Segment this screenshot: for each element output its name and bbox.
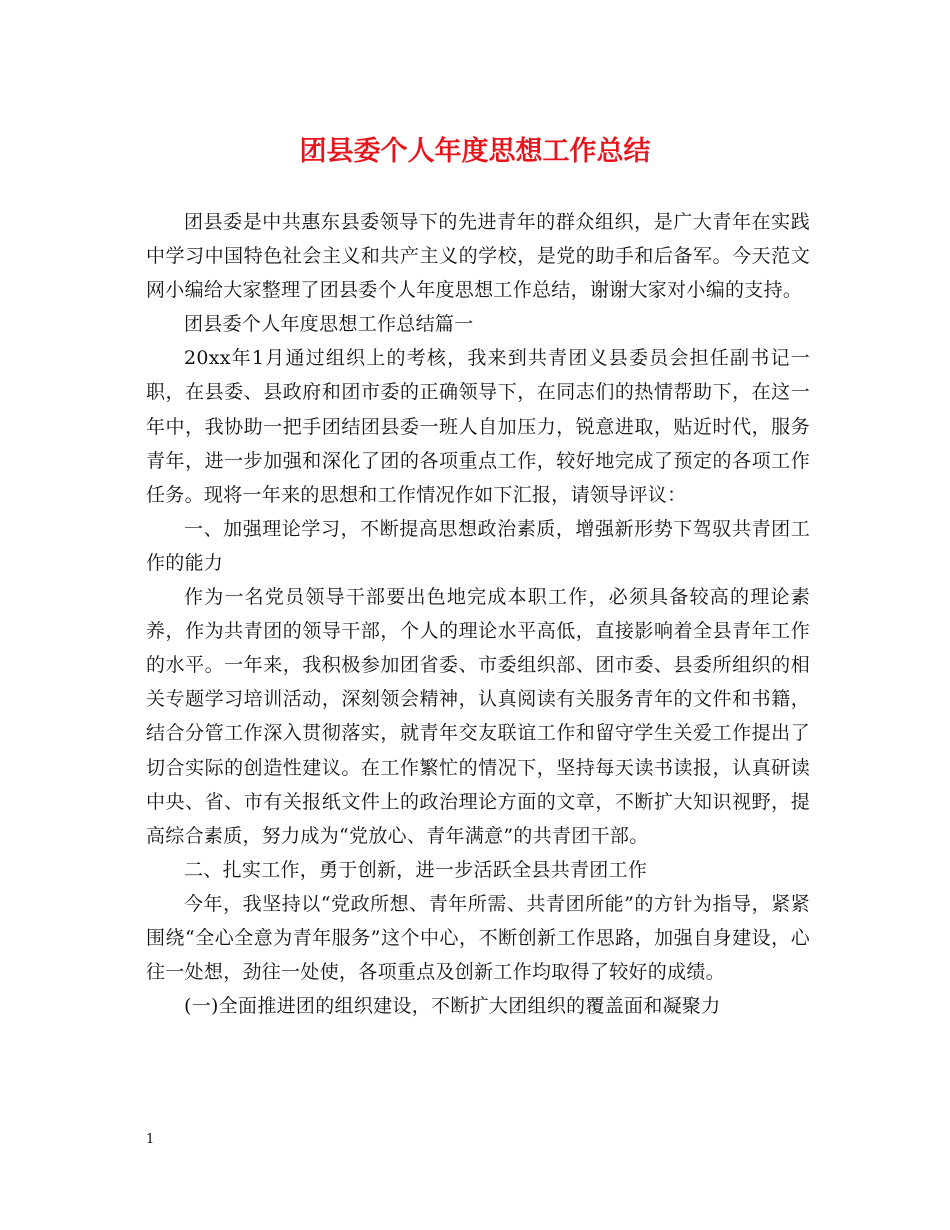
paragraph-heading-one: 一、加强理论学习，不断提高思想政治素质，增强新形势下驾驭共青团工作的能力: [146, 517, 810, 574]
paragraph-subheading: (一)全面推进团的组织建设，不断扩大团组织的覆盖面和凝聚力: [184, 995, 721, 1018]
document-title: 团县委个人年度思想工作总结: [299, 136, 651, 167]
page-number: 1: [146, 1132, 155, 1147]
paragraph-overview: 20xx年1月通过组织上的考核，我来到共青团义县委员会担任副书记一职，在县委、县政府和团市委的正确领导下，在同志们的热情帮助下，在这一年中，我协助一把手团结团县委一班人自加压力，锐意进取，贴近时代，服务青年，进一步加强和深化了团的各项重点工作，较好地完成了预定的各项工作任务。现将一年来的思想和工作情况作如下汇报，请领导评议：: [146, 347, 810, 506]
paragraph-section-heading: 团县委个人年度思想工作总结篇一: [184, 313, 474, 336]
paragraph-intro: 团县委是中共惠东县委领导下的先进青年的群众组织，是广大青年在实践中学习中国特色社会主义和共产主义的学校，是党的助手和后备军。今天范文网小编给大家整理了团县委个人年度思想工作总结，谢谢大家对小编的支持。: [146, 211, 810, 302]
paragraph-theory-study: 作为一名党员领导干部要出色地完成本职工作，必须具备较高的理论素养，作为共青团的领导干部，个人的理论水平高低，直接影响着全县青年工作的水平。一年来，我积极参加团省委、市委组织部、团市委、县委所组织的相关专题学习培训活动，深刻领会精神，认真阅读有关服务青年的文件和书籍，结合分管工作深入贯彻落实，就青年交友联谊工作和留守学生关爱工作提出了切合实际的创造性建议。在工作繁忙的情况下，坚持每天读书读报，认真研读中央、省、市有关报纸文件上的政治理论方面的文章，不断扩大知识视野，提高综合素质，努力成为“党放心、青年满意”的共青团干部。: [146, 586, 810, 847]
paragraph-heading-two: 二、扎实工作，勇于创新，进一步活跃全县共青团工作: [184, 858, 648, 881]
document-body: [146, 205, 810, 1023]
paragraph-innovation: 今年，我坚持以“党政所想、青年所需、共青团所能”的方针为指导，紧紧围绕“全心全意为青年服务”这个中心，不断创新工作思路，加强自身建设，心往一处想，劲往一处使，各项重点及创新工作均取得了较好的成绩。: [146, 892, 810, 984]
